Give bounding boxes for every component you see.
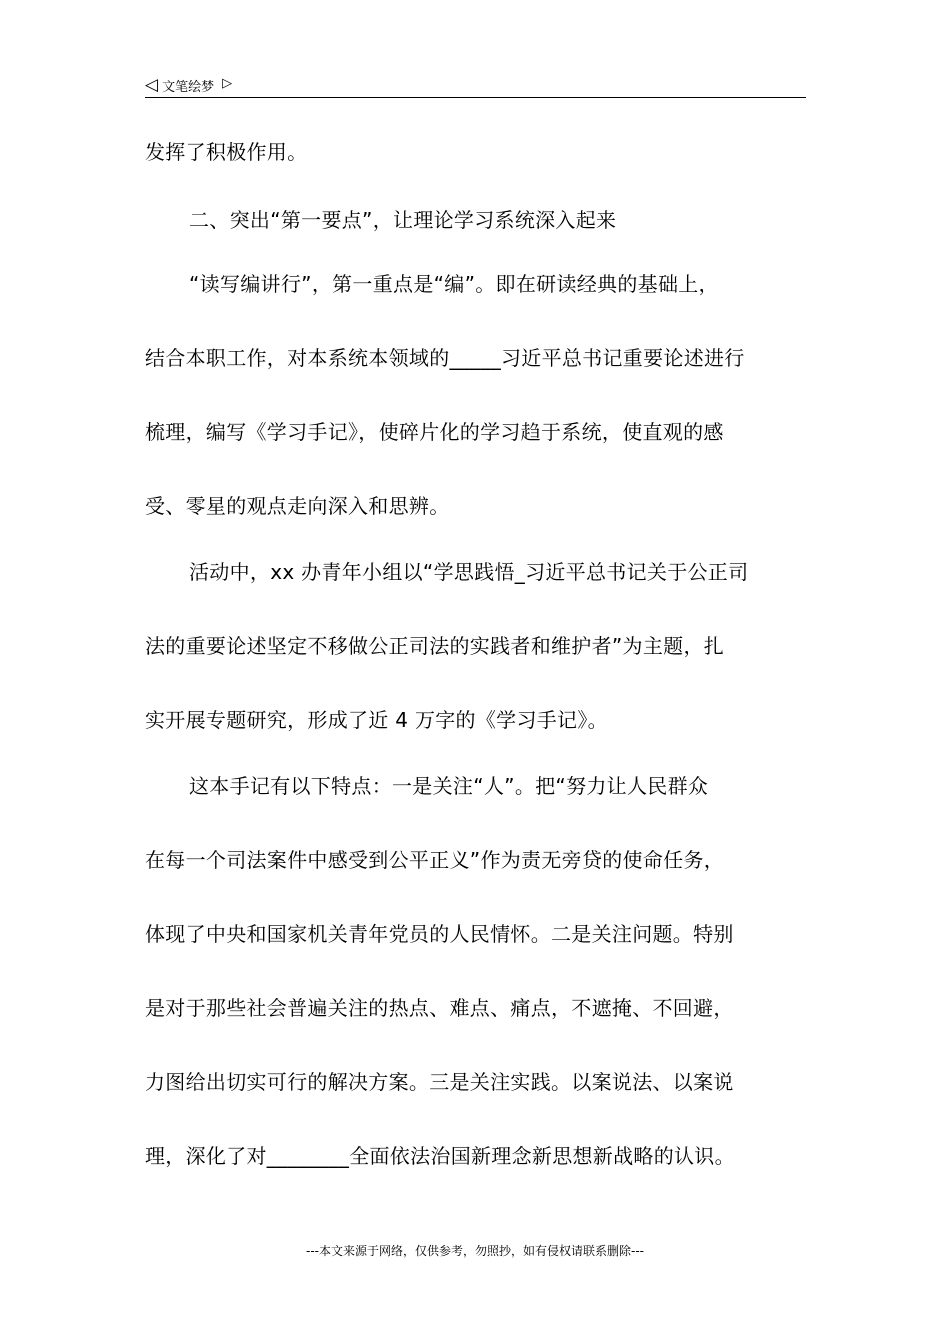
text-line: 梳理，编写《学习手记》，使碎片化的学习趋于系统，使直观的感 (145, 420, 724, 444)
text-line: 这本手记有以下特点：一是关注“人”。把“努力让人民群众 (189, 774, 709, 798)
header-title: 文笔绘梦 (162, 79, 215, 95)
header-rule (145, 97, 806, 98)
text-line: 发挥了积极作用。 (145, 140, 308, 164)
text-line: “读写编讲行”，第一重点是“编”。即在研读经典的基础上， (189, 272, 719, 296)
text-line: 是对于那些社会普遍关注的热点、难点、痛点，不遮掩、不回避， (145, 996, 734, 1020)
page-header (145, 74, 232, 96)
text-line: 体现了中央和国家机关青年党员的人民情怀。二是关注问题。特别 (145, 922, 734, 946)
left-triangle-icon: ◁ (145, 74, 159, 95)
text-line: 理，深化了对________全面依法治国新理念新思想新战略的认识。 (145, 1144, 735, 1168)
text-line: 法的重要论述坚定不移做公正司法的实践者和维护者”为主题，扎 (145, 634, 725, 658)
text-line: 结合本职工作，对本系统本领域的_____习近平总书记重要论述进行 (145, 346, 745, 370)
text-line: 活动中，xx 办青年小组以“学思践悟_习近平总书记关于公正司 (189, 560, 749, 584)
text-line: 在每一个司法案件中感受到公平正义”作为责无旁贷的使命任务， (145, 848, 725, 872)
text-line: 受、零星的观点走向深入和思辨。 (145, 494, 450, 518)
section-heading: 二、突出“第一要点”，让理论学习系统深入起来 (189, 208, 617, 232)
page-footer: ---本文来源于网络，仅供参考，勿照抄，如有侵权请联系删除--- (306, 1244, 644, 1258)
right-triangle-icon: ▷ (222, 75, 233, 91)
text-line: 实开展专题研究，形成了近 4 万字的《学习手记》。 (145, 708, 608, 732)
text-line: 力图给出切实可行的解决方案。三是关注实践。以案说法、以案说 (145, 1070, 734, 1094)
